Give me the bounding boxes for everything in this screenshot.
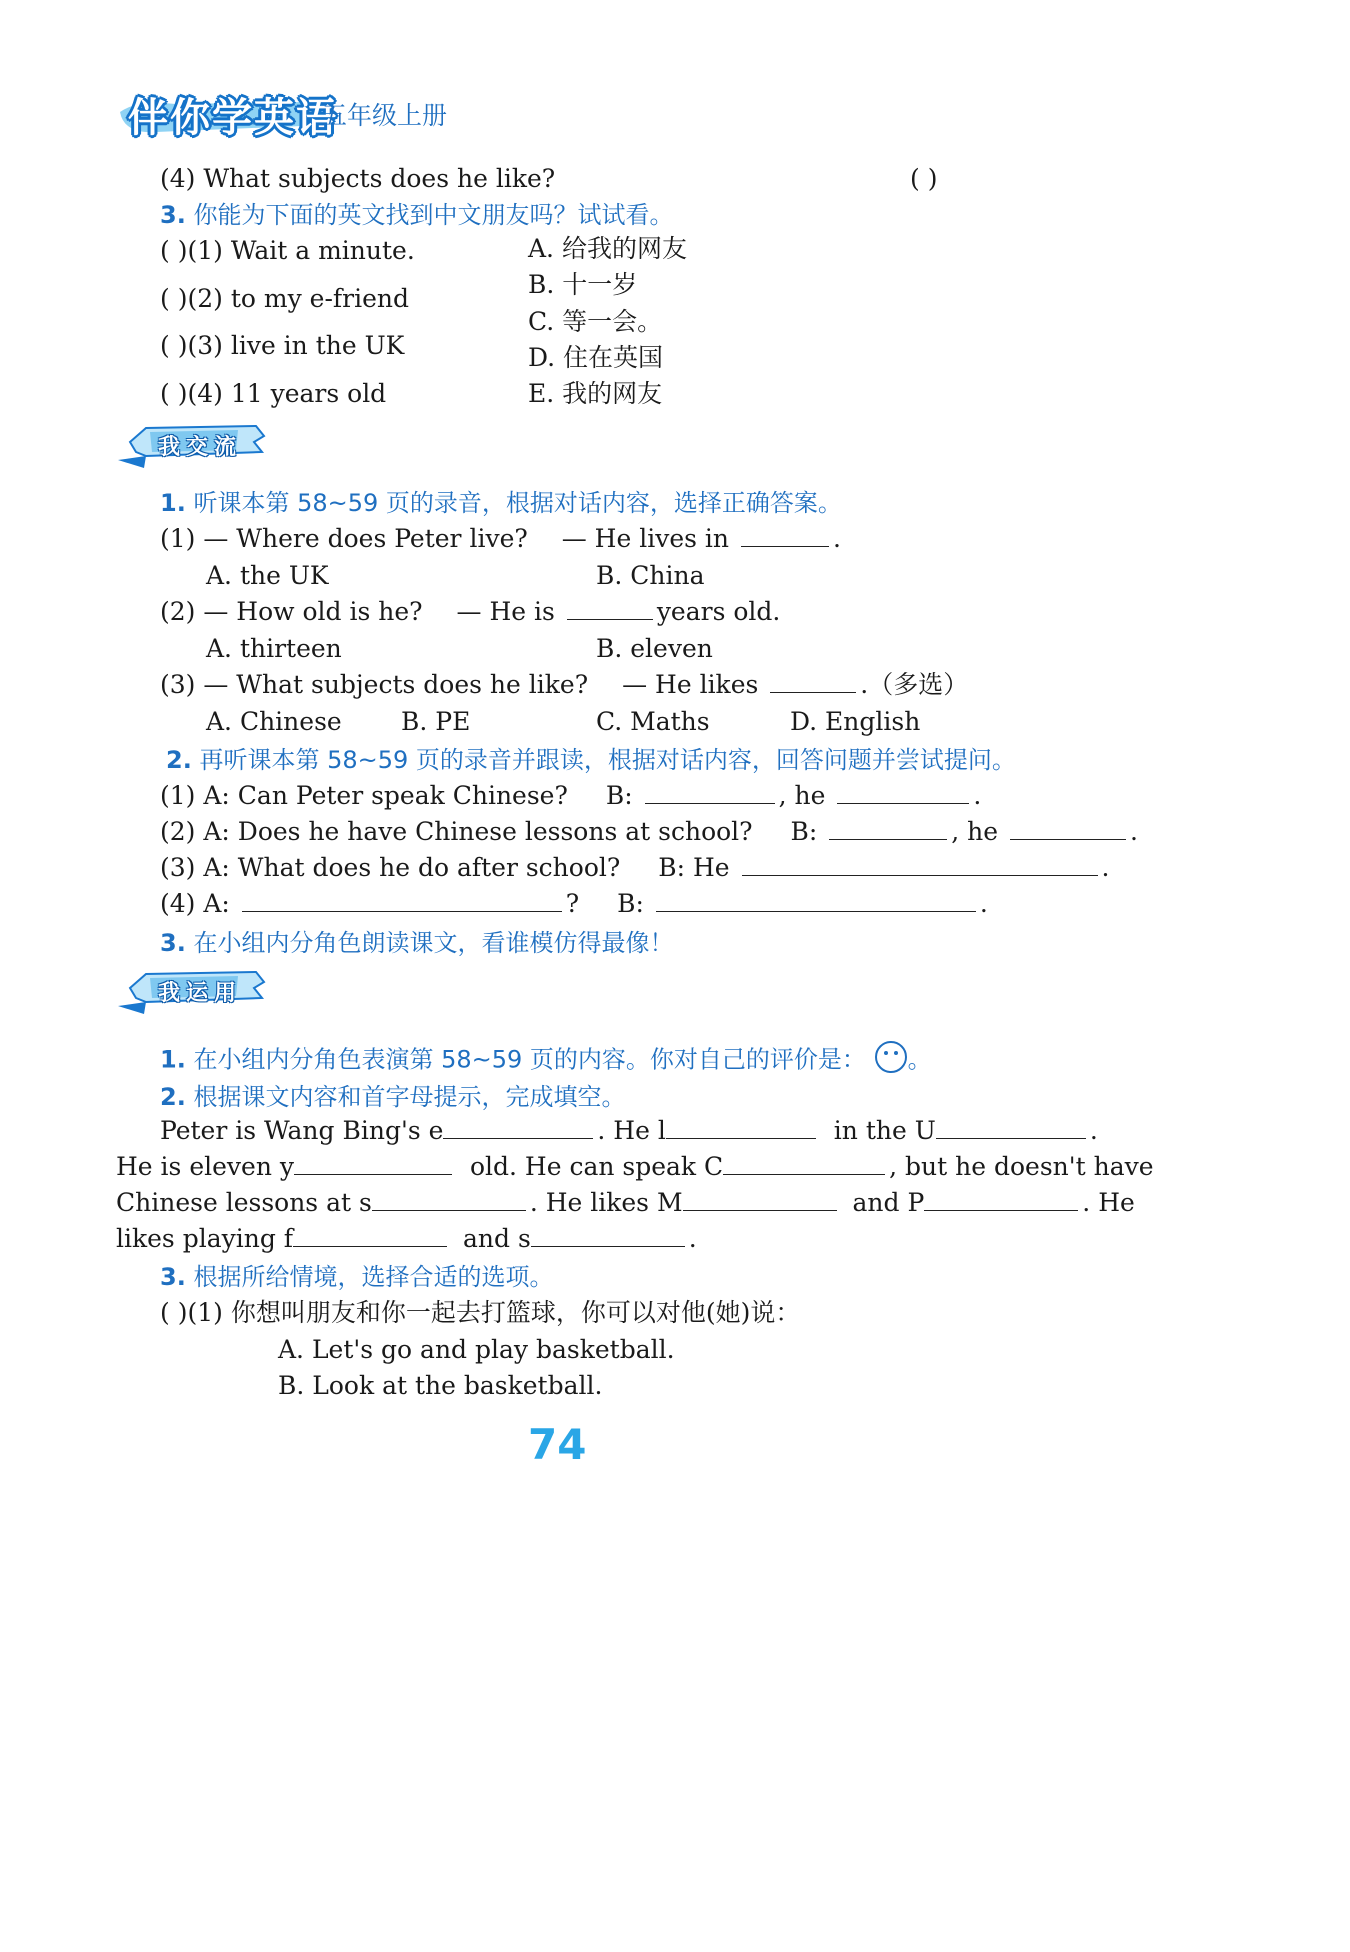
answer-blank-line[interactable] <box>656 889 976 912</box>
answer-blank-line[interactable] <box>829 817 947 840</box>
cloze-blank[interactable] <box>666 1116 816 1139</box>
option-item: C. Maths <box>596 707 710 736</box>
match-right-item: C. 等一会。 <box>528 307 663 336</box>
option-item: A. thirteen <box>206 634 342 663</box>
match-right-item: B. 十一岁 <box>528 270 638 299</box>
answer-blank-line[interactable] <box>742 853 1098 876</box>
answer-blank-line[interactable] <box>645 781 775 804</box>
cloze-text: in the U <box>833 1116 936 1145</box>
match-row <box>160 236 415 266</box>
cloze-blank[interactable] <box>372 1188 526 1211</box>
answer-prefix: — He lives in <box>561 524 729 553</box>
question-text: (3) A: What does he do after school? <box>160 853 621 882</box>
instruction-number: 1. <box>160 1045 186 1074</box>
page-header-subtitle: 五年级上册 <box>322 101 448 130</box>
option-item: B. eleven <box>596 634 713 663</box>
question-4-text: (4) What subjects does he like? <box>160 164 556 193</box>
answer-blank[interactable]: ( ) <box>160 379 188 408</box>
dialogue-row-2 <box>160 817 1138 847</box>
answer-blank[interactable]: ( ) <box>160 236 188 265</box>
cloze-text: . He <box>1082 1188 1135 1217</box>
question-suffix: ? <box>565 889 580 918</box>
instruction-number: 3. <box>160 929 186 957</box>
option-item: B. China <box>596 561 705 590</box>
cloze-text: and s <box>463 1224 531 1253</box>
cloze-text: . <box>688 1224 697 1253</box>
instruction-text: 根据课文内容和首字母提示，完成填空。 <box>193 1083 626 1111</box>
cloze-text: Peter is Wang Bing's e <box>160 1116 444 1145</box>
cloze-text: He is eleven y <box>116 1152 294 1181</box>
question-blank-line[interactable] <box>242 889 562 912</box>
question-text: (1) — Where does Peter live? <box>160 524 528 553</box>
question-text: (1) A: Can Peter speak Chinese? <box>160 781 568 810</box>
answer-prefix: — He is <box>456 597 555 626</box>
cloze-line-1 <box>160 1116 1098 1146</box>
answer-suffix: .（多选） <box>860 670 969 699</box>
answer-suffix: . <box>1130 817 1138 846</box>
section-label-text: 我交流 <box>158 435 243 460</box>
answer-blank-line[interactable] <box>741 524 829 547</box>
speaker-b: B: <box>617 889 644 918</box>
speaker-b: B: <box>790 817 818 846</box>
match-left-item: (1) Wait a minute. <box>187 236 415 265</box>
section2-q2-instruction <box>160 1082 625 1112</box>
listening-question-2 <box>160 597 780 627</box>
cloze-text: . <box>1089 1116 1098 1145</box>
question-text: (4) A: <box>160 889 230 918</box>
situation-question-1 <box>160 1298 800 1328</box>
listening-question-3 <box>160 670 968 700</box>
instruction-number: 3. <box>160 201 186 229</box>
cloze-text: and P <box>852 1188 925 1217</box>
section2-q1-instruction <box>160 1040 932 1081</box>
answer-suffix: . <box>832 524 841 553</box>
cloze-blank[interactable] <box>936 1116 1086 1139</box>
dialogue-row-3 <box>160 853 1109 883</box>
match-right-item: A. 给我的网友 <box>528 234 687 263</box>
answer-connector: , he <box>778 781 826 810</box>
instruction-number: 2. <box>160 1083 186 1111</box>
instruction-text: 听课本第 58~59 页的录音，根据对话内容，选择正确答案。 <box>193 489 842 517</box>
cloze-text: old. He can speak C <box>469 1152 724 1181</box>
instruction-text: 你能为下面的英文找到中文朋友吗？试试看。 <box>193 201 674 229</box>
option-item: A. Let's go and play basketball. <box>278 1335 675 1364</box>
cloze-blank[interactable] <box>924 1188 1078 1211</box>
dialogue-row-4 <box>160 889 988 919</box>
instruction-end: 。 <box>907 1045 932 1074</box>
option-item: D. English <box>790 707 921 736</box>
cloze-text: . He l <box>597 1116 666 1145</box>
cloze-text: . He likes M <box>529 1188 683 1217</box>
matching-instruction <box>160 200 673 230</box>
answer-blank[interactable]: ( ) <box>160 331 188 360</box>
speaker-b: B: <box>605 781 633 810</box>
cloze-blank[interactable] <box>531 1224 685 1247</box>
cloze-line-3 <box>116 1188 1135 1218</box>
page-header-title: 伴你学英语 <box>128 95 338 141</box>
answer-suffix: . <box>973 781 982 810</box>
cloze-blank[interactable] <box>443 1116 593 1139</box>
cloze-blank[interactable] <box>294 1152 452 1175</box>
smiley-face-icon[interactable] <box>874 1040 908 1081</box>
answer-suffix: . <box>979 889 988 918</box>
match-row <box>160 379 386 409</box>
cloze-text: Chinese lessons at s <box>116 1188 372 1217</box>
option-item: B. PE <box>401 707 471 736</box>
match-row <box>160 284 409 314</box>
instruction-number: 3. <box>160 1263 186 1291</box>
instruction-text: 根据所给情境，选择合适的选项。 <box>193 1263 554 1291</box>
cloze-blank[interactable] <box>723 1152 885 1175</box>
section-label-text: 我运用 <box>158 981 243 1006</box>
cloze-text: , but he doesn't have <box>889 1152 1154 1181</box>
answer-blank[interactable]: ( ) <box>160 284 188 313</box>
instruction-number: 2. <box>166 746 192 774</box>
question-text: (3) — What subjects does he like? <box>160 670 589 699</box>
answer-prefix: — He likes <box>622 670 759 699</box>
listening-question-1 <box>160 524 841 554</box>
match-row <box>160 331 404 361</box>
option-item: B. Look at the basketball. <box>278 1371 603 1400</box>
section1-q2-instruction <box>166 745 1016 775</box>
answer-blank-line[interactable] <box>567 597 653 620</box>
instruction-number: 1. <box>160 489 186 517</box>
answer-blank-line[interactable] <box>1010 817 1126 840</box>
section-label-communicate <box>116 422 266 472</box>
cloze-blank[interactable] <box>293 1224 447 1247</box>
speaker-b: B: He <box>658 853 730 882</box>
question-text: (2) A: Does he have Chinese lessons at school? <box>160 817 753 846</box>
match-left-item: (4) 11 years old <box>187 379 387 408</box>
answer-connector: , he <box>951 817 999 846</box>
cloze-line-4 <box>116 1224 697 1254</box>
answer-suffix: . <box>1101 853 1110 882</box>
section1-q1-instruction <box>160 488 842 518</box>
answer-paren[interactable]: ( ) <box>910 164 938 193</box>
cloze-line-2 <box>116 1152 1154 1182</box>
instruction-text: 再听课本第 58~59 页的录音并跟读，根据对话内容，回答问题并尝试提问。 <box>199 746 1016 774</box>
question-text: (1) 你想叫朋友和你一起去打篮球，你可以对他(她)说： <box>187 1298 801 1327</box>
cloze-blank[interactable] <box>683 1188 837 1211</box>
section-label-apply <box>116 968 266 1018</box>
question-text: (2) — How old is he? <box>160 597 423 626</box>
instruction-text: 在小组内分角色朗读课文，看谁模仿得最像！ <box>193 929 674 957</box>
match-left-item: (3) live in the UK <box>187 331 405 360</box>
match-right-item: D. 住在英国 <box>528 343 664 372</box>
section2-q3-instruction <box>160 1262 553 1292</box>
answer-blank[interactable]: ( ) <box>160 1298 188 1327</box>
section1-q3-instruction <box>160 928 673 958</box>
option-item: A. Chinese <box>206 707 342 736</box>
cloze-text: likes playing f <box>116 1224 294 1253</box>
match-left-item: (2) to my e-friend <box>187 284 409 313</box>
answer-blank-line[interactable] <box>837 781 969 804</box>
instruction-text: 在小组内分角色表演第 58~59 页的内容。你对自己的评价是： <box>193 1045 866 1074</box>
option-item: A. the UK <box>206 561 329 590</box>
answer-suffix: years old. <box>656 597 781 626</box>
answer-blank-line[interactable] <box>770 670 856 693</box>
match-right-item: E. 我的网友 <box>528 379 663 408</box>
dialogue-row-1 <box>160 781 981 811</box>
page-number: 74 <box>528 1420 587 1469</box>
